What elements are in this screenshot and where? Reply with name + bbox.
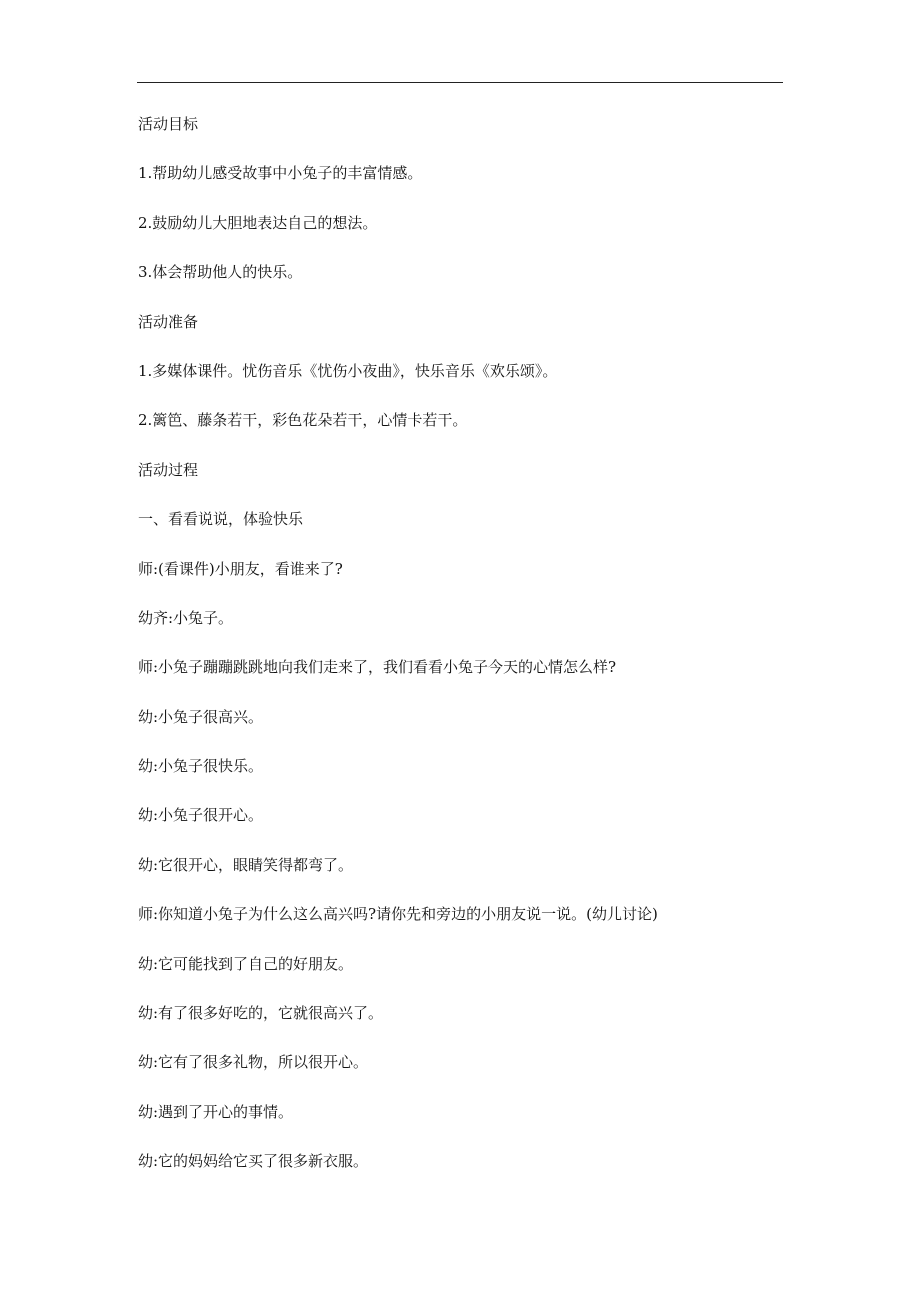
dialogue-line: 师:小兔子蹦蹦跳跳地向我们走来了，我们看看小兔子今天的心情怎么样?: [138, 658, 617, 677]
header-divider: [137, 82, 783, 83]
dialogue-line: 幼:它有了很多礼物，所以很开心。: [138, 1053, 369, 1072]
goal-item: 1.帮助幼儿感受故事中小兔子的丰富情感。: [138, 164, 423, 183]
dialogue-line: 师:你知道小兔子为什么这么高兴吗?请你先和旁边的小朋友说一说。(幼儿讨论): [138, 905, 658, 924]
dialogue-line: 幼:遇到了开心的事情。: [138, 1102, 294, 1121]
document-body: [138, 112, 788, 1199]
dialogue-line: 幼齐:小兔子。: [138, 608, 234, 627]
dialogue-line: 幼:小兔子很高兴。: [138, 707, 264, 726]
section-heading-preparation: 活动准备: [138, 312, 199, 331]
goal-item: 2.鼓励幼儿大胆地表达自己的想法。: [138, 213, 378, 232]
dialogue-line: 幼:小兔子很快乐。: [138, 757, 264, 776]
process-step-heading: 一、看看说说，体验快乐: [138, 510, 304, 529]
dialogue-line: 幼:有了很多好吃的，它就很高兴了。: [138, 1004, 384, 1023]
goal-item: 3.体会帮助他人的快乐。: [138, 263, 303, 282]
preparation-item: 2.篱笆、藤条若干，彩色花朵若干，心情卡若干。: [138, 411, 468, 430]
dialogue-line: 幼:它很开心，眼睛笑得都弯了。: [138, 855, 354, 874]
section-heading-goals: 活动目标: [138, 115, 199, 133]
preparation-item: 1.多媒体课件。忧伤音乐《忧伤小夜曲》，快乐音乐《欢乐颂》。: [138, 361, 558, 380]
dialogue-line: 幼:它可能找到了自己的好朋友。: [138, 954, 354, 973]
dialogue-line: 师:(看课件)小朋友，看谁来了?: [138, 559, 343, 578]
dialogue-line: 幼:它的妈妈给它买了很多新衣服。: [138, 1152, 369, 1171]
dialogue-line: 幼:小兔子很开心。: [138, 806, 264, 825]
section-heading-process: 活动过程: [138, 460, 199, 479]
